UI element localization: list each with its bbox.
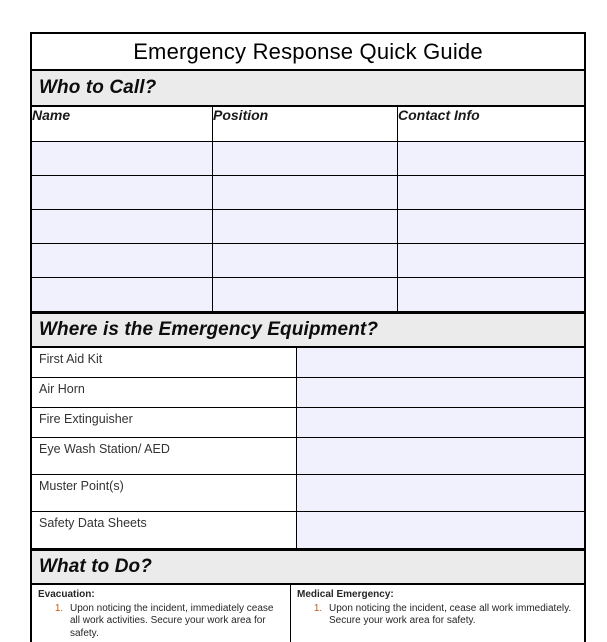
medical-emergency-column bbox=[291, 585, 584, 642]
evacuation-column bbox=[32, 585, 291, 642]
emergency-guide-document bbox=[30, 32, 586, 642]
equipment-label: First Aid Kit bbox=[32, 348, 297, 378]
equipment-location-cell[interactable] bbox=[297, 348, 585, 378]
column-header-contact-info: Contact Info bbox=[398, 107, 585, 142]
what-to-do-content bbox=[32, 585, 584, 642]
equipment-location-cell[interactable] bbox=[297, 408, 585, 438]
document-title-bar bbox=[32, 34, 584, 71]
page-title: Emergency Response Quick Guide bbox=[133, 38, 483, 64]
contact-info-cell[interactable] bbox=[398, 210, 585, 244]
table-row bbox=[32, 210, 584, 244]
table-header-row bbox=[32, 107, 584, 142]
equipment-row bbox=[32, 512, 584, 549]
equipment-location-cell[interactable] bbox=[297, 512, 585, 549]
table-row bbox=[32, 176, 584, 210]
equipment-location-cell[interactable] bbox=[297, 378, 585, 408]
contact-info-cell[interactable] bbox=[398, 176, 585, 210]
equipment-row bbox=[32, 348, 584, 378]
table-row bbox=[32, 244, 584, 278]
equipment-row bbox=[32, 408, 584, 438]
section-header-label: What to Do? bbox=[39, 556, 152, 577]
contact-name-cell[interactable] bbox=[32, 176, 213, 210]
evacuation-steps bbox=[38, 603, 284, 641]
evacuation-heading: Evacuation: bbox=[38, 589, 95, 600]
table-row bbox=[32, 278, 584, 312]
equipment-label: Air Horn bbox=[32, 378, 297, 408]
contact-position-cell[interactable] bbox=[213, 210, 398, 244]
equipment-label: Eye Wash Station/ AED bbox=[32, 438, 297, 475]
column-header-name: Name bbox=[32, 107, 213, 142]
equipment-row bbox=[32, 378, 584, 408]
contact-position-cell[interactable] bbox=[213, 244, 398, 278]
contact-name-cell[interactable] bbox=[32, 244, 213, 278]
equipment-location-cell[interactable] bbox=[297, 475, 585, 512]
section-header-label: Who to Call? bbox=[39, 77, 157, 98]
emergency-equipment-table bbox=[32, 348, 584, 549]
contact-info-cell[interactable] bbox=[398, 142, 585, 176]
column-header-position: Position bbox=[213, 107, 398, 142]
section-header-equipment bbox=[32, 312, 584, 348]
equipment-label: Safety Data Sheets bbox=[32, 512, 297, 549]
contact-name-cell[interactable] bbox=[32, 142, 213, 176]
contact-info-cell[interactable] bbox=[398, 278, 585, 312]
section-header-who-to-call bbox=[32, 71, 584, 107]
contact-position-cell[interactable] bbox=[213, 142, 398, 176]
contact-position-cell[interactable] bbox=[213, 176, 398, 210]
contact-position-cell[interactable] bbox=[213, 278, 398, 312]
section-header-what-to-do bbox=[32, 549, 584, 585]
medical-emergency-steps bbox=[297, 603, 578, 629]
equipment-label: Muster Point(s) bbox=[32, 475, 297, 512]
equipment-label: Fire Extinguisher bbox=[32, 408, 297, 438]
list-item: 1. Upon noticing the incident, immediately cease all work activities. Secure your work area for safety. bbox=[66, 603, 284, 641]
contact-name-cell[interactable] bbox=[32, 210, 213, 244]
section-header-label: Where is the Emergency Equipment? bbox=[39, 319, 379, 340]
equipment-row bbox=[32, 438, 584, 475]
list-item: 1. Upon noticing the incident, cease all work immediately. Secure your work area for safety. bbox=[325, 603, 578, 629]
contact-info-cell[interactable] bbox=[398, 244, 585, 278]
table-row bbox=[32, 142, 584, 176]
equipment-row bbox=[32, 475, 584, 512]
equipment-location-cell[interactable] bbox=[297, 438, 585, 475]
who-to-call-table bbox=[32, 107, 584, 312]
contact-name-cell[interactable] bbox=[32, 278, 213, 312]
medical-emergency-heading: Medical Emergency: bbox=[297, 589, 394, 600]
